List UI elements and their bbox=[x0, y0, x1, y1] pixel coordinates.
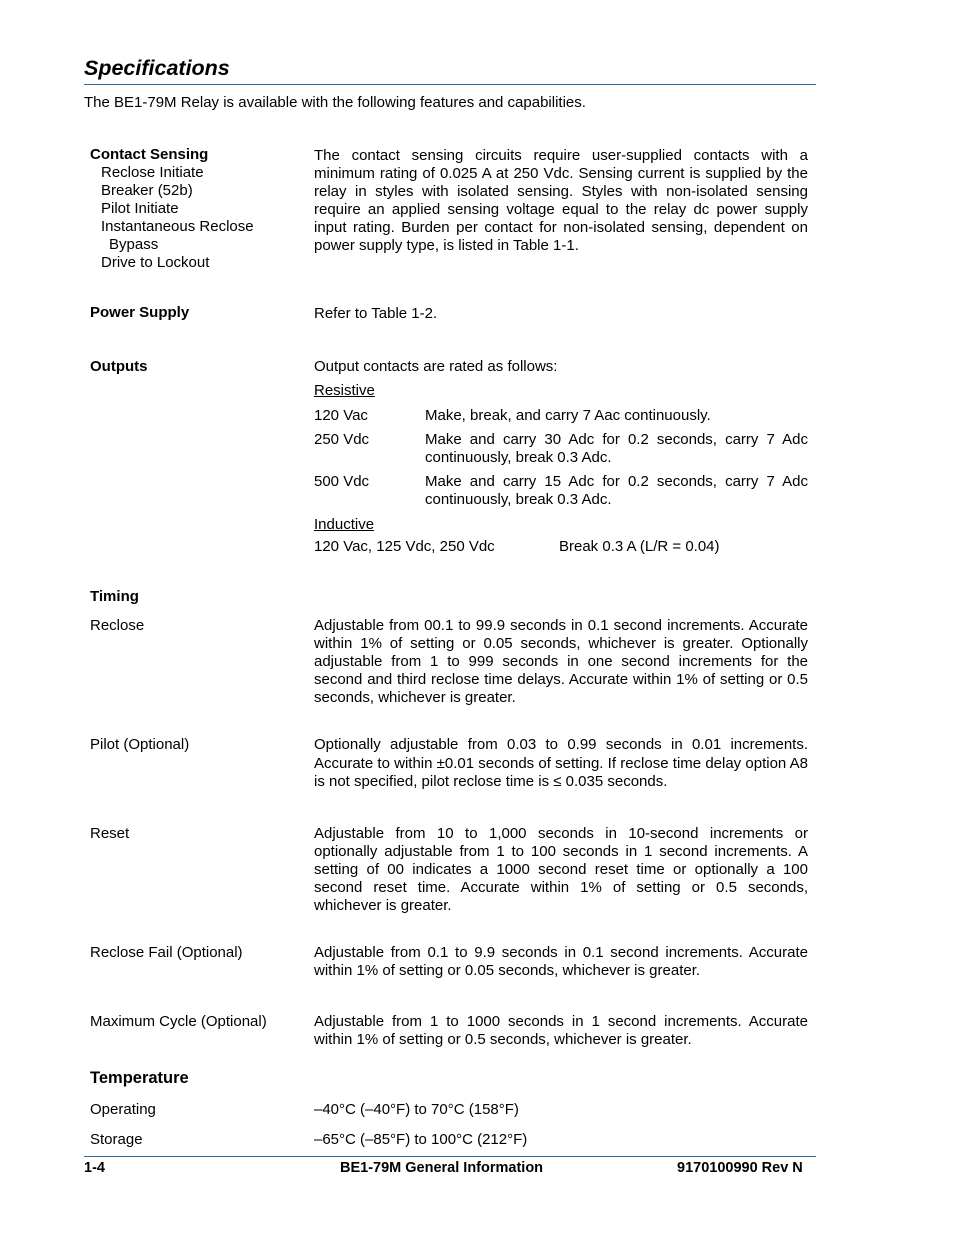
page-title: Specifications bbox=[84, 56, 230, 80]
timing-row-label: Reclose Fail (Optional) bbox=[90, 944, 243, 961]
timing-row-label: Pilot (Optional) bbox=[90, 736, 190, 753]
rating-500vdc: 500 Vdc bbox=[314, 473, 370, 490]
inductive-label: Inductive bbox=[314, 516, 375, 533]
power-supply-text: Refer to Table 1-2. bbox=[314, 305, 438, 322]
rating-250vdc: 250 Vdc bbox=[314, 431, 370, 448]
sensing-item: Pilot Initiate bbox=[101, 200, 179, 217]
temperature-label: Temperature bbox=[90, 1069, 189, 1087]
timing-row-label: Reclose bbox=[90, 617, 145, 634]
temperature-row-text: –65°C (–85°F) to 100°C (212°F) bbox=[314, 1131, 528, 1148]
contact-sensing-text: The contact sensing circuits require user-supplied contacts with a minimum rating of 0.025 A at 250 Vdc. Sensing current is supplied by the relay in styles with isolated sensing. Styles with non-isolated sensing require an applied sensing voltage equal to the relay dc power supply input rating. Burden per contact for non-isolated sensing, dependent on power supply type, is listed in Table 1-1. bbox=[314, 147, 808, 254]
timing-row-text: Adjustable from 10 to 1,000 seconds in 10-second increments or optionally adjustable from 1 to 100 seconds in 1 second increments. A setting of 00 indicates a 1000 second reset time or optionally a 100 second reset time. Accurate within 1% of setting or 0.5 seconds, whichever is greater. bbox=[314, 825, 808, 914]
inductive-rating: 120 Vac, 125 Vdc, 250 Vdc bbox=[314, 538, 495, 555]
power-supply-label: Power Supply bbox=[90, 304, 190, 321]
timing-row-text: Optionally adjustable from 0.03 to 0.99 seconds in 0.01 increments. Accurate to within ±0.01 seconds of setting. If reclose time delay option A8 is not specified, pilot reclose time is ≤ 0.035 seconds. bbox=[314, 736, 808, 790]
header-rule bbox=[84, 84, 816, 85]
contact-sensing-label: Contact Sensing bbox=[90, 146, 209, 163]
timing-label: Timing bbox=[90, 588, 139, 605]
temperature-row-label: Operating bbox=[90, 1101, 156, 1118]
rating-500vdc-text: Make and carry 15 Adc for 0.2 seconds, carry 7 Adc continuously, break 0.3 Adc. bbox=[425, 473, 808, 508]
resistive-label: Resistive bbox=[314, 382, 375, 399]
inductive-text: Break 0.3 A (L/R = 0.04) bbox=[559, 538, 720, 555]
timing-row-text: Adjustable from 0.1 to 9.9 seconds in 0.1 second increments. Accurate within 1% of setting or 0.05 seconds, whichever is greater. bbox=[314, 944, 808, 979]
contact-sensing-block bbox=[90, 146, 254, 272]
outputs-label: Outputs bbox=[90, 358, 148, 375]
timing-row-text: Adjustable from 00.1 to 99.9 seconds in 0.1 second increments. Accurate within 1% of setting or 0.05 seconds, whichever is greater. Optionally adjustable from 1 to 999 seconds in one second increments for the second and third reclose time delays. Accurate within 1% of setting or 0.5 seconds, whichever is greater. bbox=[314, 617, 808, 706]
footer-rule bbox=[84, 1156, 816, 1157]
sensing-item: Breaker (52b) bbox=[101, 182, 193, 199]
timing-row-label: Reset bbox=[90, 825, 130, 842]
timing-row-text: Adjustable from 1 to 1000 seconds in 1 second increments. Accurate within 1% of setting or 0.5 seconds, whichever is greater. bbox=[314, 1013, 808, 1048]
sensing-item: Reclose Initiate bbox=[101, 164, 204, 181]
rating-120vac-text: Make, break, and carry 7 Aac continuously. bbox=[425, 407, 711, 424]
intro-text: The BE1-79M Relay is available with the following features and capabilities. bbox=[84, 94, 586, 111]
sensing-item: Drive to Lockout bbox=[101, 254, 210, 271]
sensing-item: Instantaneous Reclose bbox=[101, 218, 254, 235]
timing-row-label: Maximum Cycle (Optional) bbox=[90, 1013, 267, 1030]
page-number: 1-4 bbox=[84, 1160, 105, 1176]
sensing-item: Bypass bbox=[109, 236, 159, 253]
rating-250vdc-text: Make and carry 30 Adc for 0.2 seconds, carry 7 Adc continuously, break 0.3 Adc. bbox=[425, 431, 808, 466]
temperature-row-text: –40°C (–40°F) to 70°C (158°F) bbox=[314, 1101, 519, 1118]
footer-title: BE1-79M General Information bbox=[340, 1160, 544, 1176]
document-number: 9170100990 Rev N bbox=[677, 1160, 803, 1176]
temperature-row-label: Storage bbox=[90, 1131, 143, 1148]
rating-120vac: 120 Vac bbox=[314, 407, 368, 424]
outputs-intro: Output contacts are rated as follows: bbox=[314, 358, 558, 375]
